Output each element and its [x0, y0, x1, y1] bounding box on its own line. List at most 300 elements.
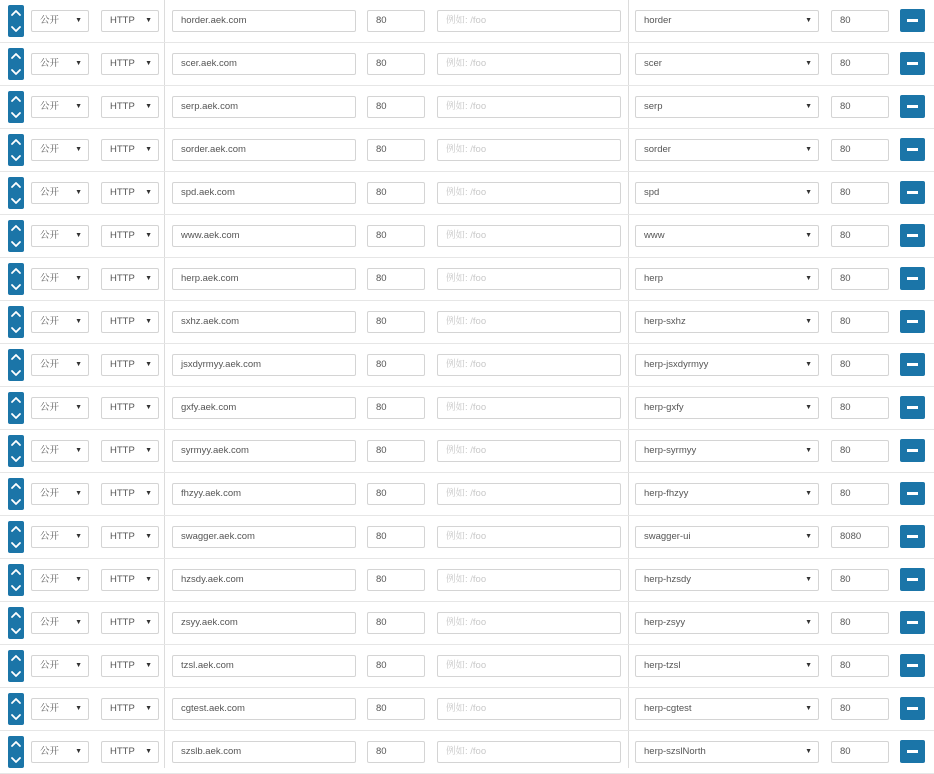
caret-down-icon: ▼: [145, 533, 152, 540]
protocol-value: HTTP: [110, 230, 135, 241]
path-input[interactable]: [437, 225, 621, 247]
caret-down-icon: ▼: [805, 533, 812, 540]
port-input[interactable]: [367, 655, 425, 677]
caret-down-icon: ▼: [75, 232, 82, 239]
target-port-input[interactable]: [831, 440, 889, 462]
port-value: 80: [376, 316, 387, 327]
service-select[interactable]: [635, 397, 819, 419]
target-port-input[interactable]: [831, 698, 889, 720]
remove-rule-button[interactable]: [900, 310, 925, 333]
port-value: 80: [376, 230, 387, 241]
protocol-select[interactable]: [101, 53, 159, 75]
caret-down-icon: ▼: [805, 318, 812, 325]
minus-icon: [907, 750, 918, 753]
service-value: herp-jsxdyrmyy: [644, 359, 709, 370]
port-input[interactable]: [367, 10, 425, 32]
port-rule-row: [0, 43, 934, 86]
domain-input[interactable]: [172, 741, 356, 763]
sort-handle[interactable]: [8, 392, 24, 424]
access-select[interactable]: [31, 698, 89, 720]
domain-input[interactable]: [172, 526, 356, 548]
domain-input[interactable]: [172, 225, 356, 247]
access-select[interactable]: [31, 612, 89, 634]
path-placeholder: 例如: /foo: [446, 531, 487, 542]
sort-handle[interactable]: [8, 607, 24, 639]
access-value: 公开: [40, 144, 60, 155]
up-down-chevron-icon: [8, 392, 24, 424]
port-input[interactable]: [367, 96, 425, 118]
access-value: 公开: [40, 316, 60, 327]
target-port-value: 80: [840, 273, 851, 284]
port-rule-row: [0, 430, 934, 473]
port-value: 80: [376, 660, 387, 671]
target-port-input[interactable]: [831, 96, 889, 118]
domain-input[interactable]: [172, 268, 356, 290]
sort-handle[interactable]: [8, 220, 24, 252]
sort-handle[interactable]: [8, 306, 24, 338]
sort-handle[interactable]: [8, 263, 24, 295]
port-input[interactable]: [367, 139, 425, 161]
target-port-input[interactable]: [831, 612, 889, 634]
port-input[interactable]: [367, 311, 425, 333]
domain-input[interactable]: [172, 483, 356, 505]
path-input[interactable]: [437, 655, 621, 677]
service-select[interactable]: [635, 440, 819, 462]
port-input[interactable]: [367, 182, 425, 204]
domain-value: spd.aek.com: [181, 187, 235, 198]
target-port-input[interactable]: [831, 10, 889, 32]
access-select[interactable]: [31, 225, 89, 247]
minus-icon: [907, 449, 918, 452]
target-port-input[interactable]: [831, 182, 889, 204]
path-input[interactable]: [437, 440, 621, 462]
protocol-select[interactable]: [101, 440, 159, 462]
protocol-select[interactable]: [101, 225, 159, 247]
path-input[interactable]: [437, 139, 621, 161]
access-select[interactable]: [31, 311, 89, 333]
service-value: herp-gxfy: [644, 402, 684, 413]
target-port-value: 80: [840, 359, 851, 370]
protocol-select[interactable]: [101, 655, 159, 677]
access-value: 公开: [40, 488, 60, 499]
port-input[interactable]: [367, 225, 425, 247]
sort-handle[interactable]: [8, 48, 24, 80]
service-select[interactable]: [635, 225, 819, 247]
domain-value: szslb.aek.com: [181, 746, 242, 757]
protocol-select[interactable]: [101, 397, 159, 419]
sort-handle[interactable]: [8, 521, 24, 553]
target-port-input[interactable]: [831, 354, 889, 376]
caret-down-icon: ▼: [145, 662, 152, 669]
target-port-value: 8080: [840, 531, 862, 542]
caret-down-icon: ▼: [75, 189, 82, 196]
port-value: 80: [376, 488, 387, 499]
protocol-value: HTTP: [110, 15, 135, 26]
service-value: scer: [644, 58, 662, 69]
sort-handle[interactable]: [8, 91, 24, 123]
remove-rule-button[interactable]: [900, 353, 925, 376]
caret-down-icon: ▼: [805, 189, 812, 196]
port-rule-row: [0, 602, 934, 645]
protocol-select[interactable]: [101, 612, 159, 634]
path-input[interactable]: [437, 741, 621, 763]
protocol-value: HTTP: [110, 144, 135, 155]
service-select[interactable]: [635, 96, 819, 118]
remove-rule-button[interactable]: [900, 697, 925, 720]
port-input[interactable]: [367, 268, 425, 290]
access-value: 公开: [40, 273, 60, 284]
target-port-input[interactable]: [831, 268, 889, 290]
port-input[interactable]: [367, 53, 425, 75]
port-value: 80: [376, 101, 387, 112]
access-value: 公开: [40, 15, 60, 26]
target-port-value: 80: [840, 15, 851, 26]
up-down-chevron-icon: [8, 607, 24, 639]
access-select[interactable]: [31, 53, 89, 75]
domain-input[interactable]: [172, 139, 356, 161]
sort-handle[interactable]: [8, 177, 24, 209]
sort-handle[interactable]: [8, 650, 24, 682]
path-input[interactable]: [437, 311, 621, 333]
domain-input[interactable]: [172, 698, 356, 720]
service-select[interactable]: [635, 612, 819, 634]
service-value: herp-zsyy: [644, 617, 686, 628]
caret-down-icon: ▼: [805, 619, 812, 626]
path-input[interactable]: [437, 96, 621, 118]
domain-value: sxhz.aek.com: [181, 316, 240, 327]
service-select[interactable]: [635, 10, 819, 32]
port-value: 80: [376, 15, 387, 26]
domain-input[interactable]: [172, 96, 356, 118]
up-down-chevron-icon: [8, 736, 24, 768]
path-input[interactable]: [437, 569, 621, 591]
domain-input[interactable]: [172, 354, 356, 376]
path-placeholder: 例如: /foo: [446, 488, 487, 499]
port-input[interactable]: [367, 612, 425, 634]
remove-rule-button[interactable]: [900, 396, 925, 419]
port-rule-row: [0, 645, 934, 688]
protocol-select[interactable]: [101, 569, 159, 591]
remove-rule-button[interactable]: [900, 654, 925, 677]
port-value: 80: [376, 359, 387, 370]
path-input[interactable]: [437, 612, 621, 634]
port-value: 80: [376, 574, 387, 585]
target-port-input[interactable]: [831, 569, 889, 591]
caret-down-icon: ▼: [75, 404, 82, 411]
service-value: sorder: [644, 144, 671, 155]
access-select[interactable]: [31, 397, 89, 419]
protocol-select[interactable]: [101, 182, 159, 204]
path-input[interactable]: [437, 354, 621, 376]
protocol-value: HTTP: [110, 703, 135, 714]
service-value: herp: [644, 273, 664, 284]
remove-rule-button[interactable]: [900, 267, 925, 290]
remove-rule-button[interactable]: [900, 181, 925, 204]
access-select[interactable]: [31, 655, 89, 677]
path-input[interactable]: [437, 483, 621, 505]
service-value: herp-syrmyy: [644, 445, 697, 456]
service-select[interactable]: [635, 268, 819, 290]
access-value: 公开: [40, 58, 60, 69]
sort-handle[interactable]: [8, 435, 24, 467]
protocol-value: HTTP: [110, 488, 135, 499]
access-select[interactable]: [31, 483, 89, 505]
domain-input[interactable]: [172, 569, 356, 591]
caret-down-icon: ▼: [75, 17, 82, 24]
service-value: herp-sxhz: [644, 316, 686, 327]
protocol-select[interactable]: [101, 526, 159, 548]
minus-icon: [907, 191, 918, 194]
caret-down-icon: ▼: [805, 447, 812, 454]
service-select[interactable]: [635, 569, 819, 591]
service-select[interactable]: [635, 483, 819, 505]
port-value: 80: [376, 187, 387, 198]
minus-icon: [907, 105, 918, 108]
minus-icon: [907, 148, 918, 151]
service-select[interactable]: [635, 182, 819, 204]
access-value: 公开: [40, 660, 60, 671]
port-input[interactable]: [367, 354, 425, 376]
access-select[interactable]: [31, 741, 89, 763]
up-down-chevron-icon: [8, 48, 24, 80]
service-select[interactable]: [635, 741, 819, 763]
path-input[interactable]: [437, 397, 621, 419]
caret-down-icon: ▼: [75, 490, 82, 497]
domain-input[interactable]: [172, 397, 356, 419]
sort-handle[interactable]: [8, 693, 24, 725]
sort-handle[interactable]: [8, 5, 24, 37]
remove-rule-button[interactable]: [900, 439, 925, 462]
target-port-input[interactable]: [831, 397, 889, 419]
access-select[interactable]: [31, 10, 89, 32]
minus-icon: [907, 578, 918, 581]
path-input[interactable]: [437, 10, 621, 32]
protocol-select[interactable]: [101, 268, 159, 290]
remove-rule-button[interactable]: [900, 482, 925, 505]
remove-rule-button[interactable]: [900, 138, 925, 161]
path-placeholder: 例如: /foo: [446, 660, 487, 671]
target-port-value: 80: [840, 703, 851, 714]
caret-down-icon: ▼: [75, 447, 82, 454]
path-input[interactable]: [437, 698, 621, 720]
service-select[interactable]: [635, 139, 819, 161]
access-value: 公开: [40, 703, 60, 714]
port-input[interactable]: [367, 526, 425, 548]
sort-handle[interactable]: [8, 349, 24, 381]
domain-input[interactable]: [172, 655, 356, 677]
port-value: 80: [376, 531, 387, 542]
access-select[interactable]: [31, 569, 89, 591]
caret-down-icon: ▼: [145, 17, 152, 24]
access-select[interactable]: [31, 268, 89, 290]
path-placeholder: 例如: /foo: [446, 230, 487, 241]
domain-input[interactable]: [172, 10, 356, 32]
caret-down-icon: ▼: [805, 361, 812, 368]
domain-input[interactable]: [172, 440, 356, 462]
service-select[interactable]: [635, 53, 819, 75]
sort-handle[interactable]: [8, 134, 24, 166]
up-down-chevron-icon: [8, 564, 24, 596]
service-select[interactable]: [635, 655, 819, 677]
domain-value: zsyy.aek.com: [181, 617, 238, 628]
protocol-select[interactable]: [101, 311, 159, 333]
access-value: 公开: [40, 101, 60, 112]
caret-down-icon: ▼: [145, 705, 152, 712]
remove-rule-button[interactable]: [900, 568, 925, 591]
remove-rule-button[interactable]: [900, 52, 925, 75]
minus-icon: [907, 664, 918, 667]
path-placeholder: 例如: /foo: [446, 144, 487, 155]
caret-down-icon: ▼: [145, 361, 152, 368]
port-rule-row: [0, 86, 934, 129]
caret-down-icon: ▼: [145, 404, 152, 411]
target-port-input[interactable]: [831, 225, 889, 247]
access-select[interactable]: [31, 96, 89, 118]
remove-rule-button[interactable]: [900, 95, 925, 118]
caret-down-icon: ▼: [75, 103, 82, 110]
port-rule-row: [0, 473, 934, 516]
access-value: 公开: [40, 402, 60, 413]
caret-down-icon: ▼: [805, 748, 812, 755]
domain-input[interactable]: [172, 53, 356, 75]
domain-input[interactable]: [172, 311, 356, 333]
path-placeholder: 例如: /foo: [446, 703, 487, 714]
target-port-value: 80: [840, 144, 851, 155]
port-input[interactable]: [367, 397, 425, 419]
path-input[interactable]: [437, 53, 621, 75]
path-input[interactable]: [437, 526, 621, 548]
access-value: 公开: [40, 574, 60, 585]
protocol-value: HTTP: [110, 273, 135, 284]
target-port-value: 80: [840, 58, 851, 69]
protocol-select[interactable]: [101, 483, 159, 505]
caret-down-icon: ▼: [75, 576, 82, 583]
path-input[interactable]: [437, 268, 621, 290]
target-port-input[interactable]: [831, 139, 889, 161]
remove-rule-button[interactable]: [900, 224, 925, 247]
access-value: 公开: [40, 187, 60, 198]
path-placeholder: 例如: /foo: [446, 359, 487, 370]
caret-down-icon: ▼: [805, 17, 812, 24]
caret-down-icon: ▼: [145, 232, 152, 239]
protocol-select[interactable]: [101, 10, 159, 32]
domain-value: gxfy.aek.com: [181, 402, 237, 413]
port-rule-row: [0, 344, 934, 387]
port-input[interactable]: [367, 698, 425, 720]
access-select[interactable]: [31, 440, 89, 462]
target-port-input[interactable]: [831, 483, 889, 505]
domain-value: swagger.aek.com: [181, 531, 255, 542]
service-select[interactable]: [635, 311, 819, 333]
port-input[interactable]: [367, 741, 425, 763]
sort-handle[interactable]: [8, 564, 24, 596]
caret-down-icon: ▼: [75, 533, 82, 540]
up-down-chevron-icon: [8, 134, 24, 166]
remove-rule-button[interactable]: [900, 611, 925, 634]
path-placeholder: 例如: /foo: [446, 273, 487, 284]
remove-rule-button[interactable]: [900, 9, 925, 32]
target-port-value: 80: [840, 574, 851, 585]
access-value: 公开: [40, 617, 60, 628]
port-input[interactable]: [367, 483, 425, 505]
remove-rule-button[interactable]: [900, 740, 925, 763]
protocol-select[interactable]: [101, 96, 159, 118]
protocol-value: HTTP: [110, 660, 135, 671]
access-select[interactable]: [31, 526, 89, 548]
domain-value: horder.aek.com: [181, 15, 247, 26]
sort-handle[interactable]: [8, 478, 24, 510]
protocol-select[interactable]: [101, 741, 159, 763]
access-select[interactable]: [31, 182, 89, 204]
path-placeholder: 例如: /foo: [446, 402, 487, 413]
target-port-input[interactable]: [831, 655, 889, 677]
port-rule-row: [0, 258, 934, 301]
up-down-chevron-icon: [8, 263, 24, 295]
up-down-chevron-icon: [8, 521, 24, 553]
caret-down-icon: ▼: [145, 748, 152, 755]
protocol-value: HTTP: [110, 58, 135, 69]
protocol-value: HTTP: [110, 187, 135, 198]
path-input[interactable]: [437, 182, 621, 204]
domain-value: syrmyy.aek.com: [181, 445, 249, 456]
service-select[interactable]: [635, 698, 819, 720]
port-input[interactable]: [367, 569, 425, 591]
protocol-select[interactable]: [101, 139, 159, 161]
access-select[interactable]: [31, 354, 89, 376]
service-value: herp-hzsdy: [644, 574, 691, 585]
caret-down-icon: ▼: [145, 275, 152, 282]
access-value: 公开: [40, 746, 60, 757]
caret-down-icon: ▼: [805, 60, 812, 67]
protocol-value: HTTP: [110, 617, 135, 628]
target-port-value: 80: [840, 230, 851, 241]
port-rule-row: [0, 129, 934, 172]
target-port-input[interactable]: [831, 311, 889, 333]
caret-down-icon: ▼: [75, 662, 82, 669]
minus-icon: [907, 320, 918, 323]
protocol-select[interactable]: [101, 698, 159, 720]
caret-down-icon: ▼: [145, 490, 152, 497]
target-port-input[interactable]: [831, 526, 889, 548]
path-placeholder: 例如: /foo: [446, 445, 487, 456]
port-value: 80: [376, 617, 387, 628]
protocol-value: HTTP: [110, 445, 135, 456]
sort-handle[interactable]: [8, 736, 24, 768]
service-select[interactable]: [635, 526, 819, 548]
domain-input[interactable]: [172, 182, 356, 204]
path-placeholder: 例如: /foo: [446, 316, 487, 327]
caret-down-icon: ▼: [805, 103, 812, 110]
protocol-value: HTTP: [110, 531, 135, 542]
up-down-chevron-icon: [8, 220, 24, 252]
remove-rule-button[interactable]: [900, 525, 925, 548]
port-value: 80: [376, 445, 387, 456]
target-port-value: 80: [840, 101, 851, 112]
target-port-value: 80: [840, 402, 851, 413]
service-select[interactable]: [635, 354, 819, 376]
caret-down-icon: ▼: [145, 60, 152, 67]
target-port-input[interactable]: [831, 53, 889, 75]
port-input[interactable]: [367, 440, 425, 462]
target-port-input[interactable]: [831, 741, 889, 763]
protocol-select[interactable]: [101, 354, 159, 376]
access-select[interactable]: [31, 139, 89, 161]
domain-input[interactable]: [172, 612, 356, 634]
caret-down-icon: ▼: [805, 662, 812, 669]
domain-value: tzsl.aek.com: [181, 660, 234, 671]
path-placeholder: 例如: /foo: [446, 187, 487, 198]
up-down-chevron-icon: [8, 478, 24, 510]
